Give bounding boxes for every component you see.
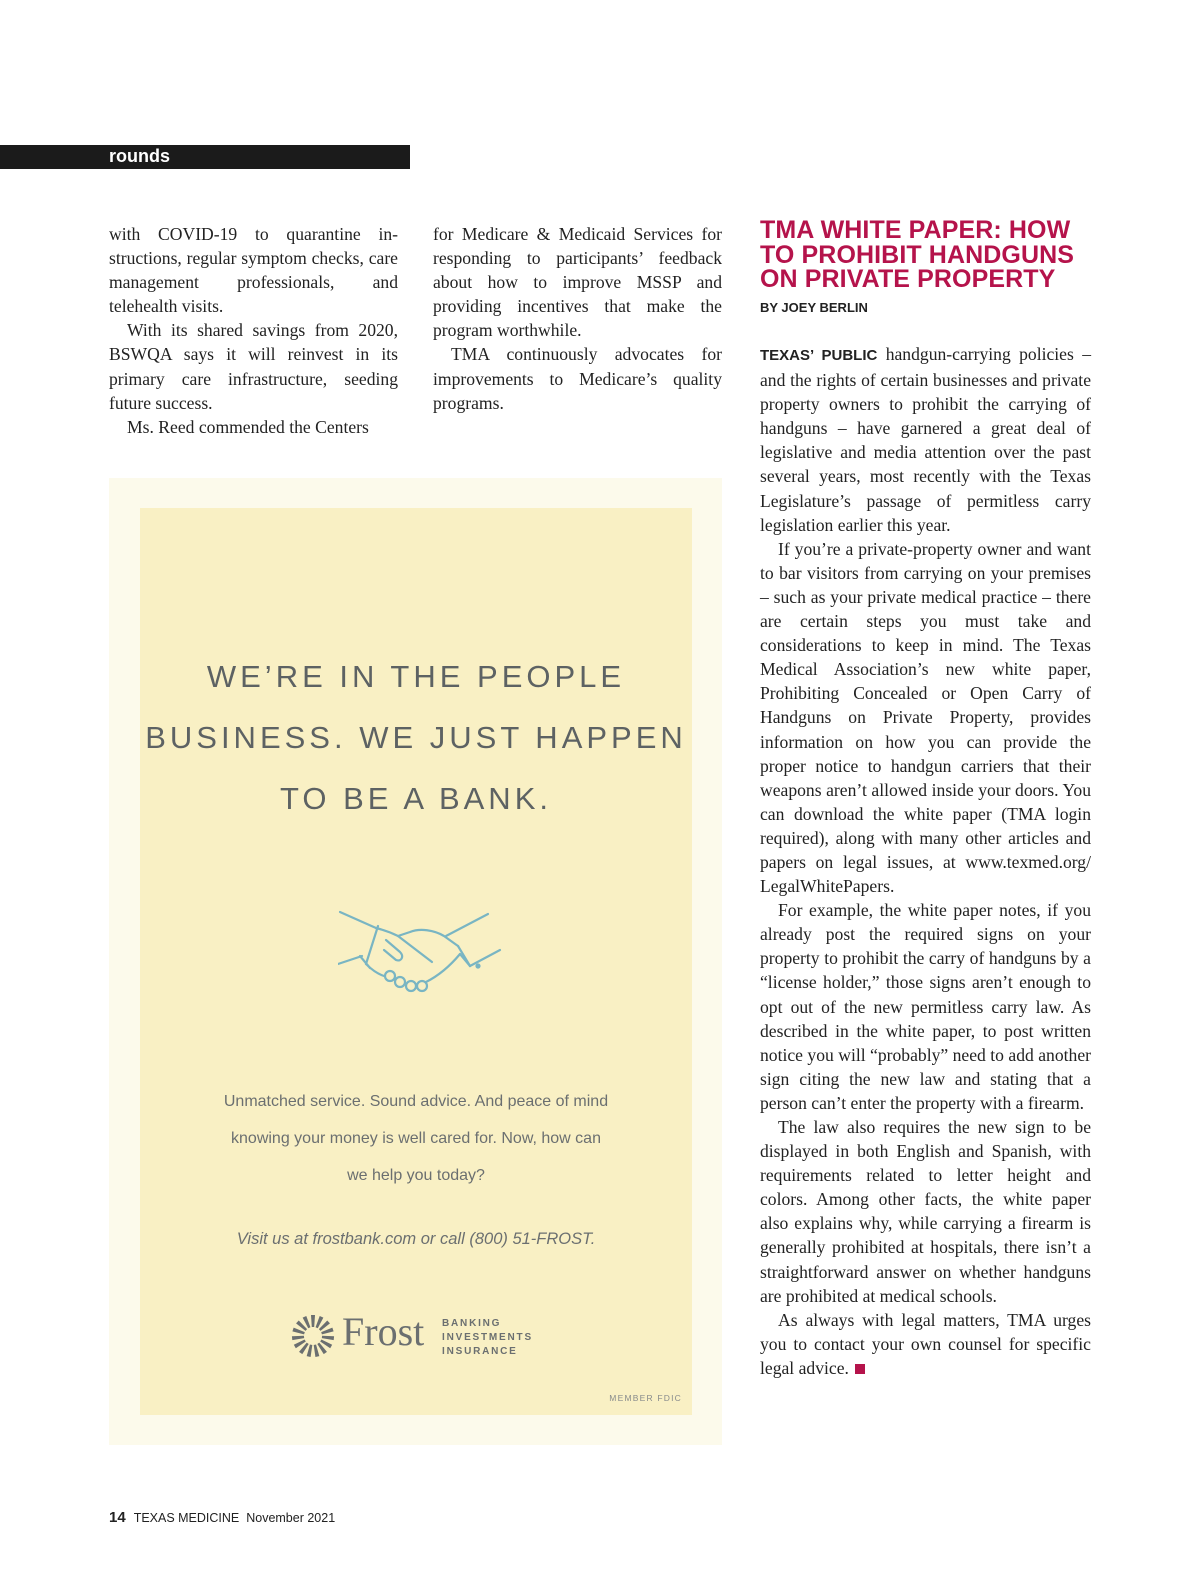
frost-tag-line: INVESTMENTS — [442, 1332, 533, 1343]
closing-text: As always with legal matters, TMA urges you to contact your own counsel for specific legal advice. — [760, 1309, 1091, 1378]
body-paragraph: TMA continuously advocates for improvements to Medicare’s quality programs. — [433, 344, 722, 413]
lead-in: TEXAS’ PUBLIC — [760, 347, 878, 364]
frost-bank-advertisement[interactable] — [140, 508, 692, 1415]
body-paragraph-final — [760, 1308, 1091, 1380]
frost-logo[interactable] — [290, 1308, 550, 1364]
ad-body-line: knowing your money is well cared for. Now, how can — [231, 1130, 601, 1147]
lead-paragraph — [760, 342, 1091, 537]
ad-phone-number[interactable]: (800) 51-FROST. — [469, 1230, 596, 1248]
body-paragraph: If you’re a private-property owner and want to bar visitors from carrying on your premises – such as your private medical practice – there are certain steps you must take and considerations to keep in mind. The Texas Medical Association’s new white paper, Prohibiting Concealed or Open Carry of Handguns on Private Property, provides information on how you can provide the proper notice to handgun carriers that their weapons aren’t allowed inside your doors. You can download the white paper (TMA login required), along with many other articles and papers on legal issues, at www.texmed.org/ LegalWhitePapers. — [760, 538, 1091, 897]
ad-headline-line: TO BE A BANK. — [280, 781, 552, 816]
body-paragraph: The law also requires the new sign to be displayed in both English and Spanish, with requirements related to letter height and colors. Among other facts, the white paper also explains why, while carrying a firearm is generally prohibited at hospitals, there isn’t a straightforward answer on whether handguns are prohibited at medical schools. — [760, 1117, 1091, 1306]
handshake-icon — [338, 906, 503, 1001]
article-column-left — [109, 222, 398, 439]
page-footer — [109, 1509, 335, 1526]
ad-contact-line — [140, 1230, 692, 1249]
body-paragraph: For example, the white paper notes, if you already post the required signs on your property to prohibit the carry of handguns by a “license holder,” those signs aren’t enough to opt out of the new permitless carry law. As described in the white paper, to post written notice you will “probably” need to add another sign citing the new law and stating that a person can’t enter the property with a firearm. — [760, 900, 1091, 1113]
frost-tagline — [442, 1317, 533, 1359]
lead-text: handgun-carrying policies – and the rights of certain businesses and private property owners to prohibit the carrying of handguns – have garnered a great deal of legislative and media attention over the past several years, most recently with the Texas Legislature’s passage of permitless carry legislation earlier this year. — [760, 344, 1092, 535]
frost-starburst-icon — [290, 1313, 336, 1359]
ad-body-line: Unmatched service. Sound advice. And peace of mind — [223, 1093, 609, 1110]
body-paragraph: With its shared savings from 2020, BSWQA says it will reinvest in its primary care infrastructure, seeding future success. — [109, 320, 398, 413]
section-label: rounds — [109, 146, 170, 166]
ad-body-copy — [140, 1083, 692, 1194]
frost-wordmark: Frost — [342, 1309, 425, 1354]
article-column-right — [760, 342, 1091, 1380]
ad-headline — [140, 646, 692, 829]
page-number: 14 — [109, 1509, 126, 1526]
section-header-bar — [0, 145, 410, 169]
ad-headline-line: BUSINESS. WE JUST HAPPEN — [145, 720, 687, 755]
ad-body-line: we help you today? — [347, 1167, 485, 1184]
frost-tag-line: BANKING — [442, 1318, 502, 1329]
issue-date: November 2021 — [246, 1511, 336, 1525]
article-byline: BY JOEY BERLIN — [760, 300, 868, 315]
publication-name: TEXAS MEDICINE — [133, 1511, 240, 1525]
member-fdic-disclaimer: MEMBER FDIC — [609, 1393, 682, 1403]
ad-headline-line: WE’RE IN THE PEOPLE — [206, 659, 626, 694]
body-paragraph: for Medicare & Medicaid Services for responding to participants’ feedback about how to improve MSSP and providing incentives that make the program worthwhile. — [433, 224, 722, 341]
article-column-middle — [433, 222, 722, 415]
ad-visit-text: Visit us at frostbank.com or call — [236, 1230, 470, 1248]
article-headline: TMA WHITE PAPER: HOW TO PROHIBIT HANDGUNS ON PRIVATE PROPERTY — [760, 216, 1075, 293]
body-paragraph: with COVID-19 to quarantine instructions, regular symptom checks, care management professionals, and telehealth visits. — [109, 224, 398, 317]
end-mark-icon — [855, 1364, 865, 1374]
frost-tag-line: INSURANCE — [442, 1346, 518, 1357]
body-paragraph: Ms. Reed commended the Centers — [127, 416, 369, 437]
